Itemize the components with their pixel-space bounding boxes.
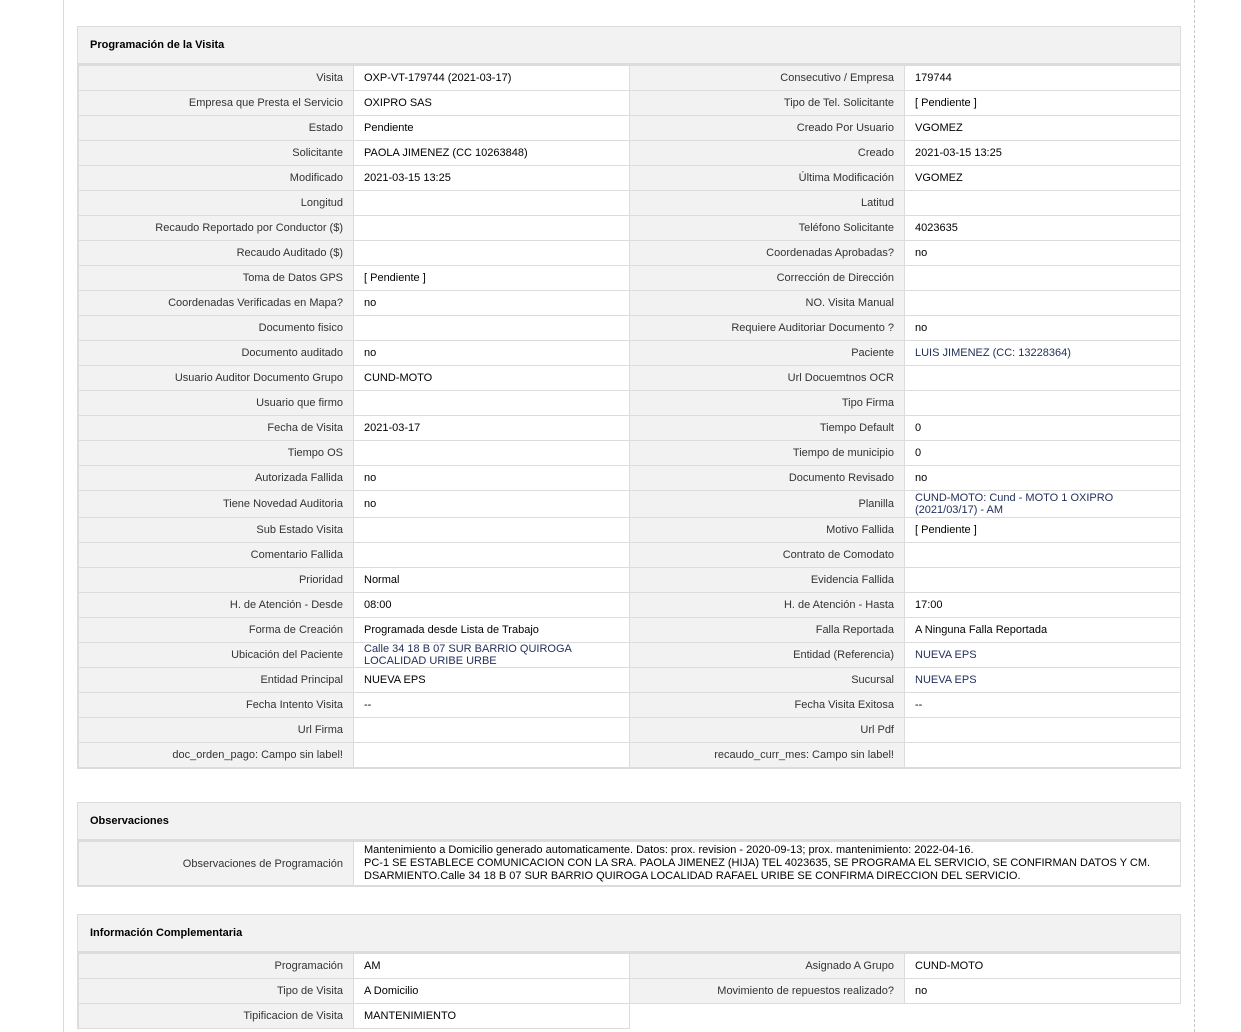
field-value: -- xyxy=(354,693,630,718)
field-label: Entidad Principal xyxy=(79,668,354,693)
field-label: Teléfono Solicitante xyxy=(630,216,905,241)
field-value: VGOMEZ xyxy=(905,166,1181,191)
field-value: NUEVA EPS xyxy=(905,668,1181,693)
programacion-table xyxy=(78,65,1181,768)
field-value: MANTENIMIENTO xyxy=(354,1004,630,1029)
field-label: Comentario Fallida xyxy=(79,543,354,568)
field-value: [ Pendiente ] xyxy=(905,518,1181,543)
field-label: Creado xyxy=(630,141,905,166)
field-value: CUND-MOTO: Cund - MOTO 1 OXIPRO (2021/03/17) - AM xyxy=(905,491,1181,518)
right-dashed-border xyxy=(1194,0,1195,1032)
table-row xyxy=(79,291,1181,316)
table-row xyxy=(79,466,1181,491)
table-row xyxy=(79,316,1181,341)
field-label: Requiere Auditoriar Documento ? xyxy=(630,316,905,341)
field-value: 2021-03-15 13:25 xyxy=(354,166,630,191)
field-label: Última Modificación xyxy=(630,166,905,191)
field-label: Url Pdf xyxy=(630,718,905,743)
field-value: no xyxy=(354,466,630,491)
field-label: Tipo Firma xyxy=(630,391,905,416)
table-row xyxy=(79,693,1181,718)
field-label: Tiempo Default xyxy=(630,416,905,441)
field-value: no xyxy=(354,291,630,316)
field-label: Prioridad xyxy=(79,568,354,593)
field-label: Entidad (Referencia) xyxy=(630,643,905,668)
field-value: no xyxy=(905,316,1181,341)
section-title: Observaciones xyxy=(78,803,1180,841)
field-value xyxy=(354,191,630,216)
field-label: Latitud xyxy=(630,191,905,216)
table-row xyxy=(79,66,1181,91)
field-label: Tipificacion de Visita xyxy=(79,1004,354,1029)
observaciones-value: Mantenimiento a Domicilio generado automaticamente. Datos: prox. revision - 2020-09-13; prox. mantenimiento: 2022-04-16. PC-1 SE ESTABLECE COMUNICACION CON LA SRA. PAOLA JIMENEZ (HIJA) TEL 4023635, SE PROGRAMA EL SERVICIO, SE CONFIRMAN DATOS Y CM. DSARMIENTO.Calle 34 18 B 07 SUR BARRIO QUIROGA LOCALIDAD RAFAEL URIBE SE CONFIRMA DIRECCION DEL SERVICIO. xyxy=(354,842,1181,886)
field-label: Longitud xyxy=(79,191,354,216)
field-label: Motivo Fallida xyxy=(630,518,905,543)
observaciones-table xyxy=(78,841,1181,886)
table-row xyxy=(79,441,1181,466)
field-value xyxy=(905,391,1181,416)
table-row xyxy=(79,491,1181,518)
field-value: VGOMEZ xyxy=(905,116,1181,141)
field-label: Planilla xyxy=(630,491,905,518)
field-label: Consecutivo / Empresa xyxy=(630,66,905,91)
field-label: H. de Atención - Desde xyxy=(79,593,354,618)
table-row xyxy=(79,643,1181,668)
field-value: [ Pendiente ] xyxy=(354,266,630,291)
field-value xyxy=(905,743,1181,768)
field-value: no xyxy=(354,491,630,518)
field-value xyxy=(354,216,630,241)
field-label: Documento Revisado xyxy=(630,466,905,491)
table-row xyxy=(79,391,1181,416)
table-row xyxy=(79,366,1181,391)
field-value: 0 xyxy=(905,441,1181,466)
field-value: 179744 xyxy=(905,66,1181,91)
table-row xyxy=(79,416,1181,441)
field-label: Usuario que firmo xyxy=(79,391,354,416)
field-value xyxy=(354,543,630,568)
field-label: Recaudo Reportado por Conductor ($) xyxy=(79,216,354,241)
table-row xyxy=(79,543,1181,568)
field-value: A Domicilio xyxy=(354,979,630,1004)
field-label: Empresa que Presta el Servicio xyxy=(79,91,354,116)
field-value xyxy=(354,241,630,266)
field-value xyxy=(354,391,630,416)
field-value xyxy=(905,568,1181,593)
table-row xyxy=(79,341,1181,366)
field-value: NUEVA EPS xyxy=(354,668,630,693)
table-row xyxy=(79,241,1181,266)
field-label: Estado xyxy=(79,116,354,141)
field-value: A Ninguna Falla Reportada xyxy=(905,618,1181,643)
field-value: Programada desde Lista de Trabajo xyxy=(354,618,630,643)
field-value: 2021-03-15 13:25 xyxy=(905,141,1181,166)
field-value: NUEVA EPS xyxy=(905,643,1181,668)
field-value: 0 xyxy=(905,416,1181,441)
field-label: Fecha Intento Visita xyxy=(79,693,354,718)
table-row xyxy=(79,518,1181,543)
section-title: Programación de la Visita xyxy=(78,27,1180,65)
field-label: Visita xyxy=(79,66,354,91)
field-value xyxy=(905,266,1181,291)
field-label: Falla Reportada xyxy=(630,618,905,643)
field-value: no xyxy=(905,241,1181,266)
table-row xyxy=(79,743,1181,768)
table-row xyxy=(79,116,1181,141)
field-value: AM xyxy=(354,954,630,979)
field-value: no xyxy=(905,466,1181,491)
field-label: Tiene Novedad Auditoria xyxy=(79,491,354,518)
field-value xyxy=(905,366,1181,391)
field-value: CUND-MOTO xyxy=(354,366,630,391)
field-value: Normal xyxy=(354,568,630,593)
field-label: Sucursal xyxy=(630,668,905,693)
table-row xyxy=(79,216,1181,241)
field-label: Recaudo Auditado ($) xyxy=(79,241,354,266)
field-label: Tiempo de municipio xyxy=(630,441,905,466)
table-row xyxy=(79,718,1181,743)
field-value: LUIS JIMENEZ (CC: 13228364) xyxy=(905,341,1181,366)
field-label: Tiempo OS xyxy=(79,441,354,466)
table-row xyxy=(79,141,1181,166)
field-value: 17:00 xyxy=(905,593,1181,618)
field-value xyxy=(354,441,630,466)
field-value: Calle 34 18 B 07 SUR BARRIO QUIROGA LOCALIDAD URIBE URBE xyxy=(354,643,630,668)
field-label: Modificado xyxy=(79,166,354,191)
field-value xyxy=(354,743,630,768)
field-label: NO. Visita Manual xyxy=(630,291,905,316)
field-label: Documento fisico xyxy=(79,316,354,341)
table-row xyxy=(79,593,1181,618)
field-value: 2021-03-17 xyxy=(354,416,630,441)
table-row xyxy=(79,91,1181,116)
field-label: Fecha de Visita xyxy=(79,416,354,441)
field-label: Ubicación del Paciente xyxy=(79,643,354,668)
field-value: OXIPRO SAS xyxy=(354,91,630,116)
field-value: 08:00 xyxy=(354,593,630,618)
field-value xyxy=(905,291,1181,316)
complementaria-section xyxy=(77,914,1181,1029)
section-title: Información Complementaria xyxy=(78,915,1180,953)
field-label: Corrección de Dirección xyxy=(630,266,905,291)
table-row xyxy=(79,668,1181,693)
field-label: Url Firma xyxy=(79,718,354,743)
field-label: Coordenadas Aprobadas? xyxy=(630,241,905,266)
programacion-section xyxy=(77,26,1181,769)
field-label: doc_orden_pago: Campo sin label! xyxy=(79,743,354,768)
table-row xyxy=(79,618,1181,643)
field-value xyxy=(354,316,630,341)
field-label: Observaciones de Programación xyxy=(79,842,354,886)
field-label: Autorizada Fallida xyxy=(79,466,354,491)
field-label: Tipo de Visita xyxy=(79,979,354,1004)
field-label: recaudo_curr_mes: Campo sin label! xyxy=(630,743,905,768)
field-value: OXP-VT-179744 (2021-03-17) xyxy=(354,66,630,91)
table-row xyxy=(79,568,1181,593)
left-border-line xyxy=(63,0,64,1032)
field-label: Toma de Datos GPS xyxy=(79,266,354,291)
field-value: [ Pendiente ] xyxy=(905,91,1181,116)
field-label: Evidencia Fallida xyxy=(630,568,905,593)
field-label: Fecha Visita Exitosa xyxy=(630,693,905,718)
field-value xyxy=(354,718,630,743)
field-label: Paciente xyxy=(630,341,905,366)
table-row xyxy=(79,979,1181,1004)
field-label: Creado Por Usuario xyxy=(630,116,905,141)
field-label: Sub Estado Visita xyxy=(79,518,354,543)
field-value: 4023635 xyxy=(905,216,1181,241)
empty-cell xyxy=(630,1004,1181,1029)
field-label: Movimiento de repuestos realizado? xyxy=(630,979,905,1004)
field-value xyxy=(905,718,1181,743)
field-value xyxy=(905,191,1181,216)
table-row xyxy=(79,954,1181,979)
field-label: Solicitante xyxy=(79,141,354,166)
field-label: Programación xyxy=(79,954,354,979)
field-label: Documento auditado xyxy=(79,341,354,366)
field-value: no xyxy=(354,341,630,366)
table-row xyxy=(79,166,1181,191)
field-label: Asignado A Grupo xyxy=(630,954,905,979)
field-label: H. de Atención - Hasta xyxy=(630,593,905,618)
table-row xyxy=(79,266,1181,291)
field-value xyxy=(354,518,630,543)
field-label: Contrato de Comodato xyxy=(630,543,905,568)
field-value: no xyxy=(905,979,1181,1004)
field-value: CUND-MOTO xyxy=(905,954,1181,979)
table-row xyxy=(79,191,1181,216)
field-label: Forma de Creación xyxy=(79,618,354,643)
field-label: Usuario Auditor Documento Grupo xyxy=(79,366,354,391)
field-value: -- xyxy=(905,693,1181,718)
field-value: PAOLA JIMENEZ (CC 10263848) xyxy=(354,141,630,166)
field-label: Url Docuemtnos OCR xyxy=(630,366,905,391)
observaciones-section xyxy=(77,802,1181,887)
field-label: Tipo de Tel. Solicitante xyxy=(630,91,905,116)
field-label: Coordenadas Verificadas en Mapa? xyxy=(79,291,354,316)
field-value: Pendiente xyxy=(354,116,630,141)
complementaria-table xyxy=(78,953,1181,1029)
field-value xyxy=(905,543,1181,568)
